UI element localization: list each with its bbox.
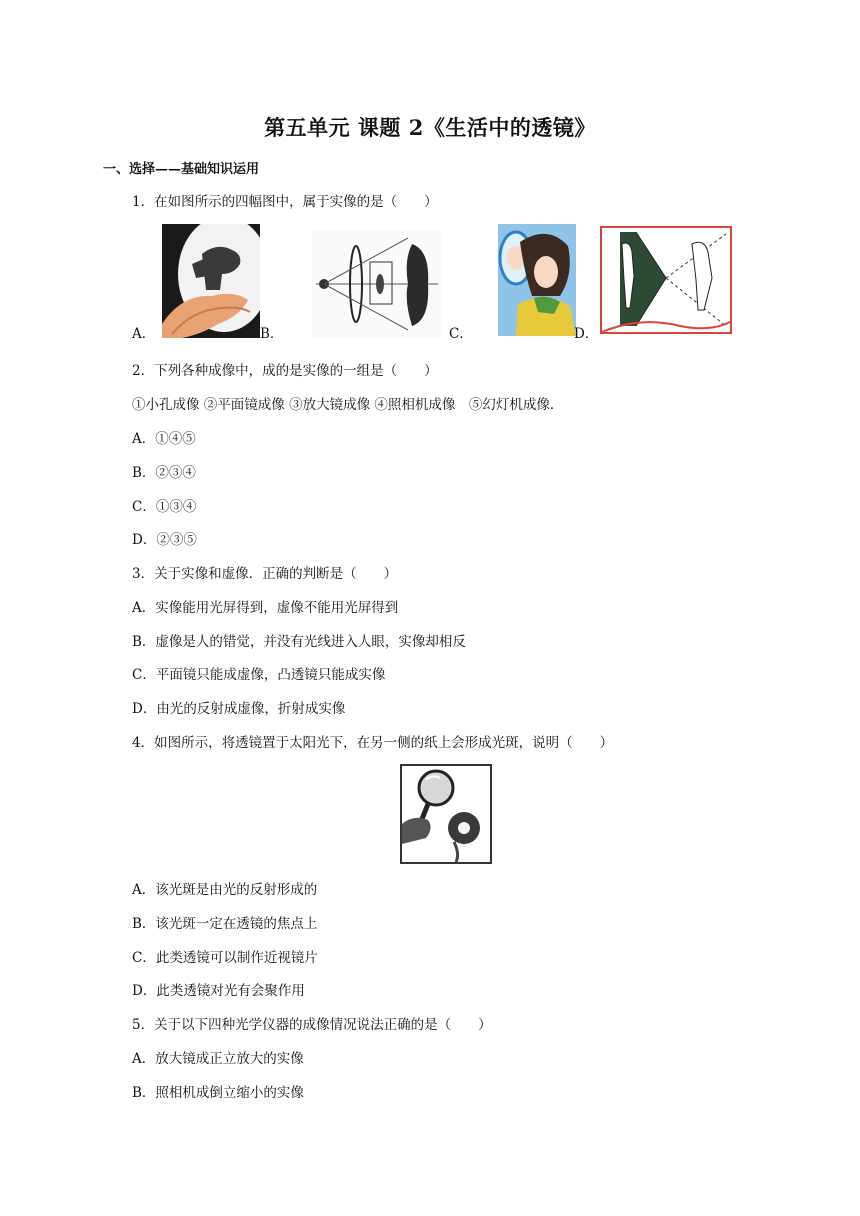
question-2-stem: 2．下列各种成像中，成的是实像的一组是（ ） [132,363,438,379]
question-1-stem: 1．在如图所示的四幅图中，属于实像的是（ ） [132,194,438,210]
girl-mirror-image [498,224,576,336]
question-4-option-a: A．该光斑是由光的反射形成的 [132,882,318,898]
question-3-option-b: B．虚像是人的错觉，并没有光线进入人眼，实像却相反 [132,634,466,650]
mirror-reflection-image [600,226,732,334]
option-a-label: A． [132,326,156,342]
question-3-stem: 3．关于实像和虚像．正确的判断是（ ） [132,566,398,582]
question-4-stem: 4．如图所示，将透镜置于太阳光下，在另一侧的纸上会形成光斑，说明（ ） [132,735,614,751]
question-5-stem: 5．关于以下四种光学仪器的成像情况说法正确的是（ ） [132,1017,492,1033]
question-3-option-d: D．由光的反射成虚像，折射成实像 [132,701,346,717]
question-5-option-b: B．照相机成倒立缩小的实像 [132,1085,304,1101]
page-title: 第五单元 课题 2《生活中的透镜》 [264,115,596,140]
question-5-option-a: A．放大镜成正立放大的实像 [132,1051,304,1067]
option-d-label: D． [574,326,599,342]
question-2-option-c: C．①③④ [132,499,197,515]
magnifier-sunlight-image [400,764,492,864]
question-3-option-a: A．实像能用光屏得到，虚像不能用光屏得到 [132,600,399,616]
question-2-option-b: B．②③④ [132,465,196,481]
lens-projection-image [312,230,442,338]
option-b-label: B． [260,326,284,342]
hand-shadow-image [162,224,260,338]
question-2-option-a: A．①④⑤ [132,431,196,447]
question-1-options [132,222,752,342]
question-2-list: ①小孔成像 ②平面镜成像 ③放大镜成像 ④照相机成像 ⑤幻灯机成像． [132,397,564,413]
question-4-option-b: B．该光斑一定在透镜的焦点上 [132,916,318,932]
option-c-label: C． [449,326,473,342]
section-heading: 一、选择——基础知识运用 [103,162,260,177]
question-4-option-c: C．此类透镜可以制作近视镜片 [132,950,318,966]
question-2-option-d: D．②③⑤ [132,532,197,548]
question-4-option-d: D．此类透镜对光有会聚作用 [132,983,305,999]
question-3-option-c: C．平面镜只能成虚像，凸透镜只能成实像 [132,667,386,683]
